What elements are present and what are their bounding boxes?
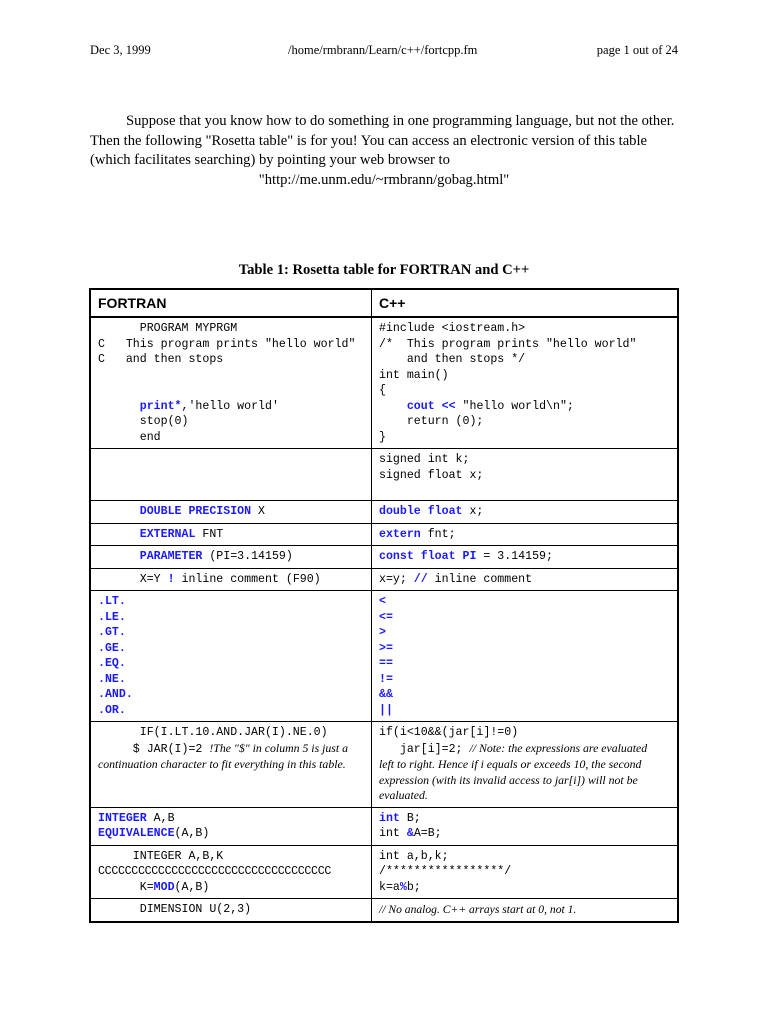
table-row	[90, 722, 678, 808]
header-path: /home/rmbrann/Learn/c++/fortcpp.fm	[288, 43, 478, 57]
operator: .NE.	[98, 672, 126, 686]
keyword: //	[413, 572, 428, 586]
code-line: EQUIVALENCE(A,B)	[98, 827, 210, 840]
fortran-cell	[90, 449, 372, 501]
cpp-cell	[372, 899, 679, 922]
operator: >	[379, 626, 386, 639]
operator: &&	[379, 688, 393, 701]
cpp-cell: extern fnt;	[372, 523, 679, 546]
table-row	[90, 807, 678, 845]
code-line: /*****************/	[379, 865, 512, 878]
code-line: int &A=B;	[379, 827, 442, 840]
keyword: &	[406, 827, 414, 840]
keyword: EQUIVALENCE	[98, 827, 175, 840]
intro-text	[90, 112, 680, 171]
code-line: #include <iostream.h>	[379, 322, 526, 335]
code-line: K=MOD(A,B)	[98, 880, 210, 894]
operator: .OR.	[98, 703, 126, 717]
blank-line	[98, 383, 364, 399]
comment: // No analog. C++ arrays start at 0, not 1.	[379, 903, 577, 916]
header-date: Dec 3, 1999	[90, 43, 151, 57]
keyword: %	[399, 880, 407, 894]
code-line: int a,b,k;	[379, 849, 449, 863]
table-header-row	[90, 289, 678, 317]
table-row	[90, 899, 678, 922]
code-line: jar[i]=2; // Note: the expressions are evaluated	[379, 740, 648, 756]
fortran-cell: EXTERNAL FNT	[90, 523, 372, 546]
operator: <	[379, 595, 386, 608]
fortran-cell: X=Y ! inline comment (F90)	[90, 568, 372, 591]
column-header-cpp: C++	[372, 289, 679, 317]
table-row	[90, 591, 678, 722]
code-line: k=a%b;	[379, 880, 421, 894]
fortran-cell	[90, 722, 372, 808]
keyword: INTEGER	[98, 811, 147, 825]
cpp-cell	[372, 845, 679, 899]
intro-paragraph: Suppose that you know how to do something in one programming language, but not the other. Then the following "Rosetta table" is for you! You can access an electronic version of this table (which facilitates searching) by pointing your web browser to	[90, 113, 675, 168]
fortran-cell	[90, 591, 372, 722]
code-line: {	[379, 384, 386, 397]
table-caption: Table 1: Rosetta table for FORTRAN and C++	[238, 262, 530, 278]
header-page-number: page 1 out of 24	[596, 43, 678, 57]
keyword: <<	[441, 399, 456, 413]
code-line: INTEGER A,B,K	[98, 849, 224, 863]
blank-line	[98, 368, 364, 384]
cpp-cell: x=y; // inline comment	[372, 568, 679, 591]
code-line: return (0);	[379, 415, 484, 428]
intro-url: "http://me.unm.edu/~rmbrann/gobag.html"	[258, 172, 510, 188]
keyword: !	[167, 572, 175, 586]
comment: !The "$" in column 5 is just a	[209, 740, 349, 755]
table-row	[90, 501, 678, 524]
code-line: end	[98, 430, 161, 444]
cpp-cell	[372, 591, 679, 722]
code-line: IF(I.LT.10.AND.JAR(I).NE.0)	[98, 726, 328, 739]
code-line: int B;	[379, 811, 421, 825]
fortran-cell	[90, 807, 372, 845]
table-row	[90, 546, 678, 569]
table-row	[90, 845, 678, 899]
code-line: C This program prints "hello world"	[98, 337, 356, 351]
operator: .GT.	[98, 626, 126, 639]
operator: ||	[379, 703, 393, 717]
keyword: double float	[379, 505, 463, 518]
column-header-fortran: FORTRAN	[90, 289, 372, 317]
code-line: $ JAR(I)=2 !The "$" in column 5 is just a	[98, 740, 349, 756]
code-line: cout << "hello world\n";	[406, 399, 574, 413]
cpp-cell	[372, 807, 679, 845]
operator: .LE.	[98, 610, 126, 624]
keyword: DOUBLE PRECISION	[139, 505, 252, 518]
operator: .LT.	[98, 595, 126, 608]
fortran-cell	[90, 317, 372, 449]
comment: continuation character to fit everything in this table.	[98, 757, 346, 771]
keyword: const float PI	[379, 550, 477, 563]
code-line: DIMENSION U(2,3)	[98, 903, 252, 916]
code-line: stop(0)	[98, 415, 189, 428]
code-line: INTEGER A,B	[98, 811, 175, 825]
code-line: signed int k;	[379, 453, 470, 466]
keyword: extern	[379, 527, 421, 541]
table-row	[90, 568, 678, 591]
keyword: int	[379, 811, 400, 825]
table-row	[90, 523, 678, 546]
table-row	[90, 449, 678, 501]
comment: // Note: the expressions are evaluated	[469, 740, 648, 755]
cpp-cell	[372, 449, 679, 501]
keyword: cout	[406, 399, 435, 413]
operator: <=	[379, 610, 393, 624]
fortran-cell: DOUBLE PRECISION X	[90, 501, 372, 524]
code-line: if(i<10&&(jar[i]!=0)	[379, 726, 519, 739]
comment: left to right. Hence if i equals or exceeds 10, the second expression (with its invalid access to jar[i]) will not be evaluated.	[379, 757, 642, 802]
cpp-cell	[372, 317, 679, 449]
cpp-cell: double float x;	[372, 501, 679, 524]
fortran-cell	[90, 845, 372, 899]
table-row	[90, 317, 678, 449]
cpp-cell: const float PI = 3.14159;	[372, 546, 679, 569]
code-line: and then stops */	[379, 353, 526, 366]
code-line: C and then stops	[98, 353, 224, 366]
code-line: /* This program prints "hello world"	[379, 337, 637, 351]
code-line: signed float x;	[379, 468, 484, 482]
operator: .EQ.	[98, 657, 126, 670]
fortran-cell: PARAMETER (PI=3.14159)	[90, 546, 372, 569]
code-line: }	[379, 430, 386, 444]
keyword: print*	[139, 399, 182, 413]
keyword: PARAMETER	[139, 550, 203, 563]
operator: ==	[379, 657, 393, 670]
keyword: EXTERNAL	[139, 527, 196, 541]
operator: >=	[379, 641, 393, 655]
operator: .GE.	[98, 641, 126, 655]
operator: !=	[379, 672, 393, 686]
code-line: int main()	[379, 368, 449, 382]
code-line: PROGRAM MYPRGM	[98, 322, 238, 335]
keyword: MOD	[153, 880, 175, 894]
rosetta-table	[89, 288, 679, 923]
code-line: print*,'hello world'	[139, 399, 279, 413]
operator: .AND.	[98, 688, 133, 701]
fortran-cell	[90, 899, 372, 922]
code-line: CCCCCCCCCCCCCCCCCCCCCCCCCCCCCCCCCCC	[98, 865, 332, 878]
cpp-cell	[372, 722, 679, 808]
